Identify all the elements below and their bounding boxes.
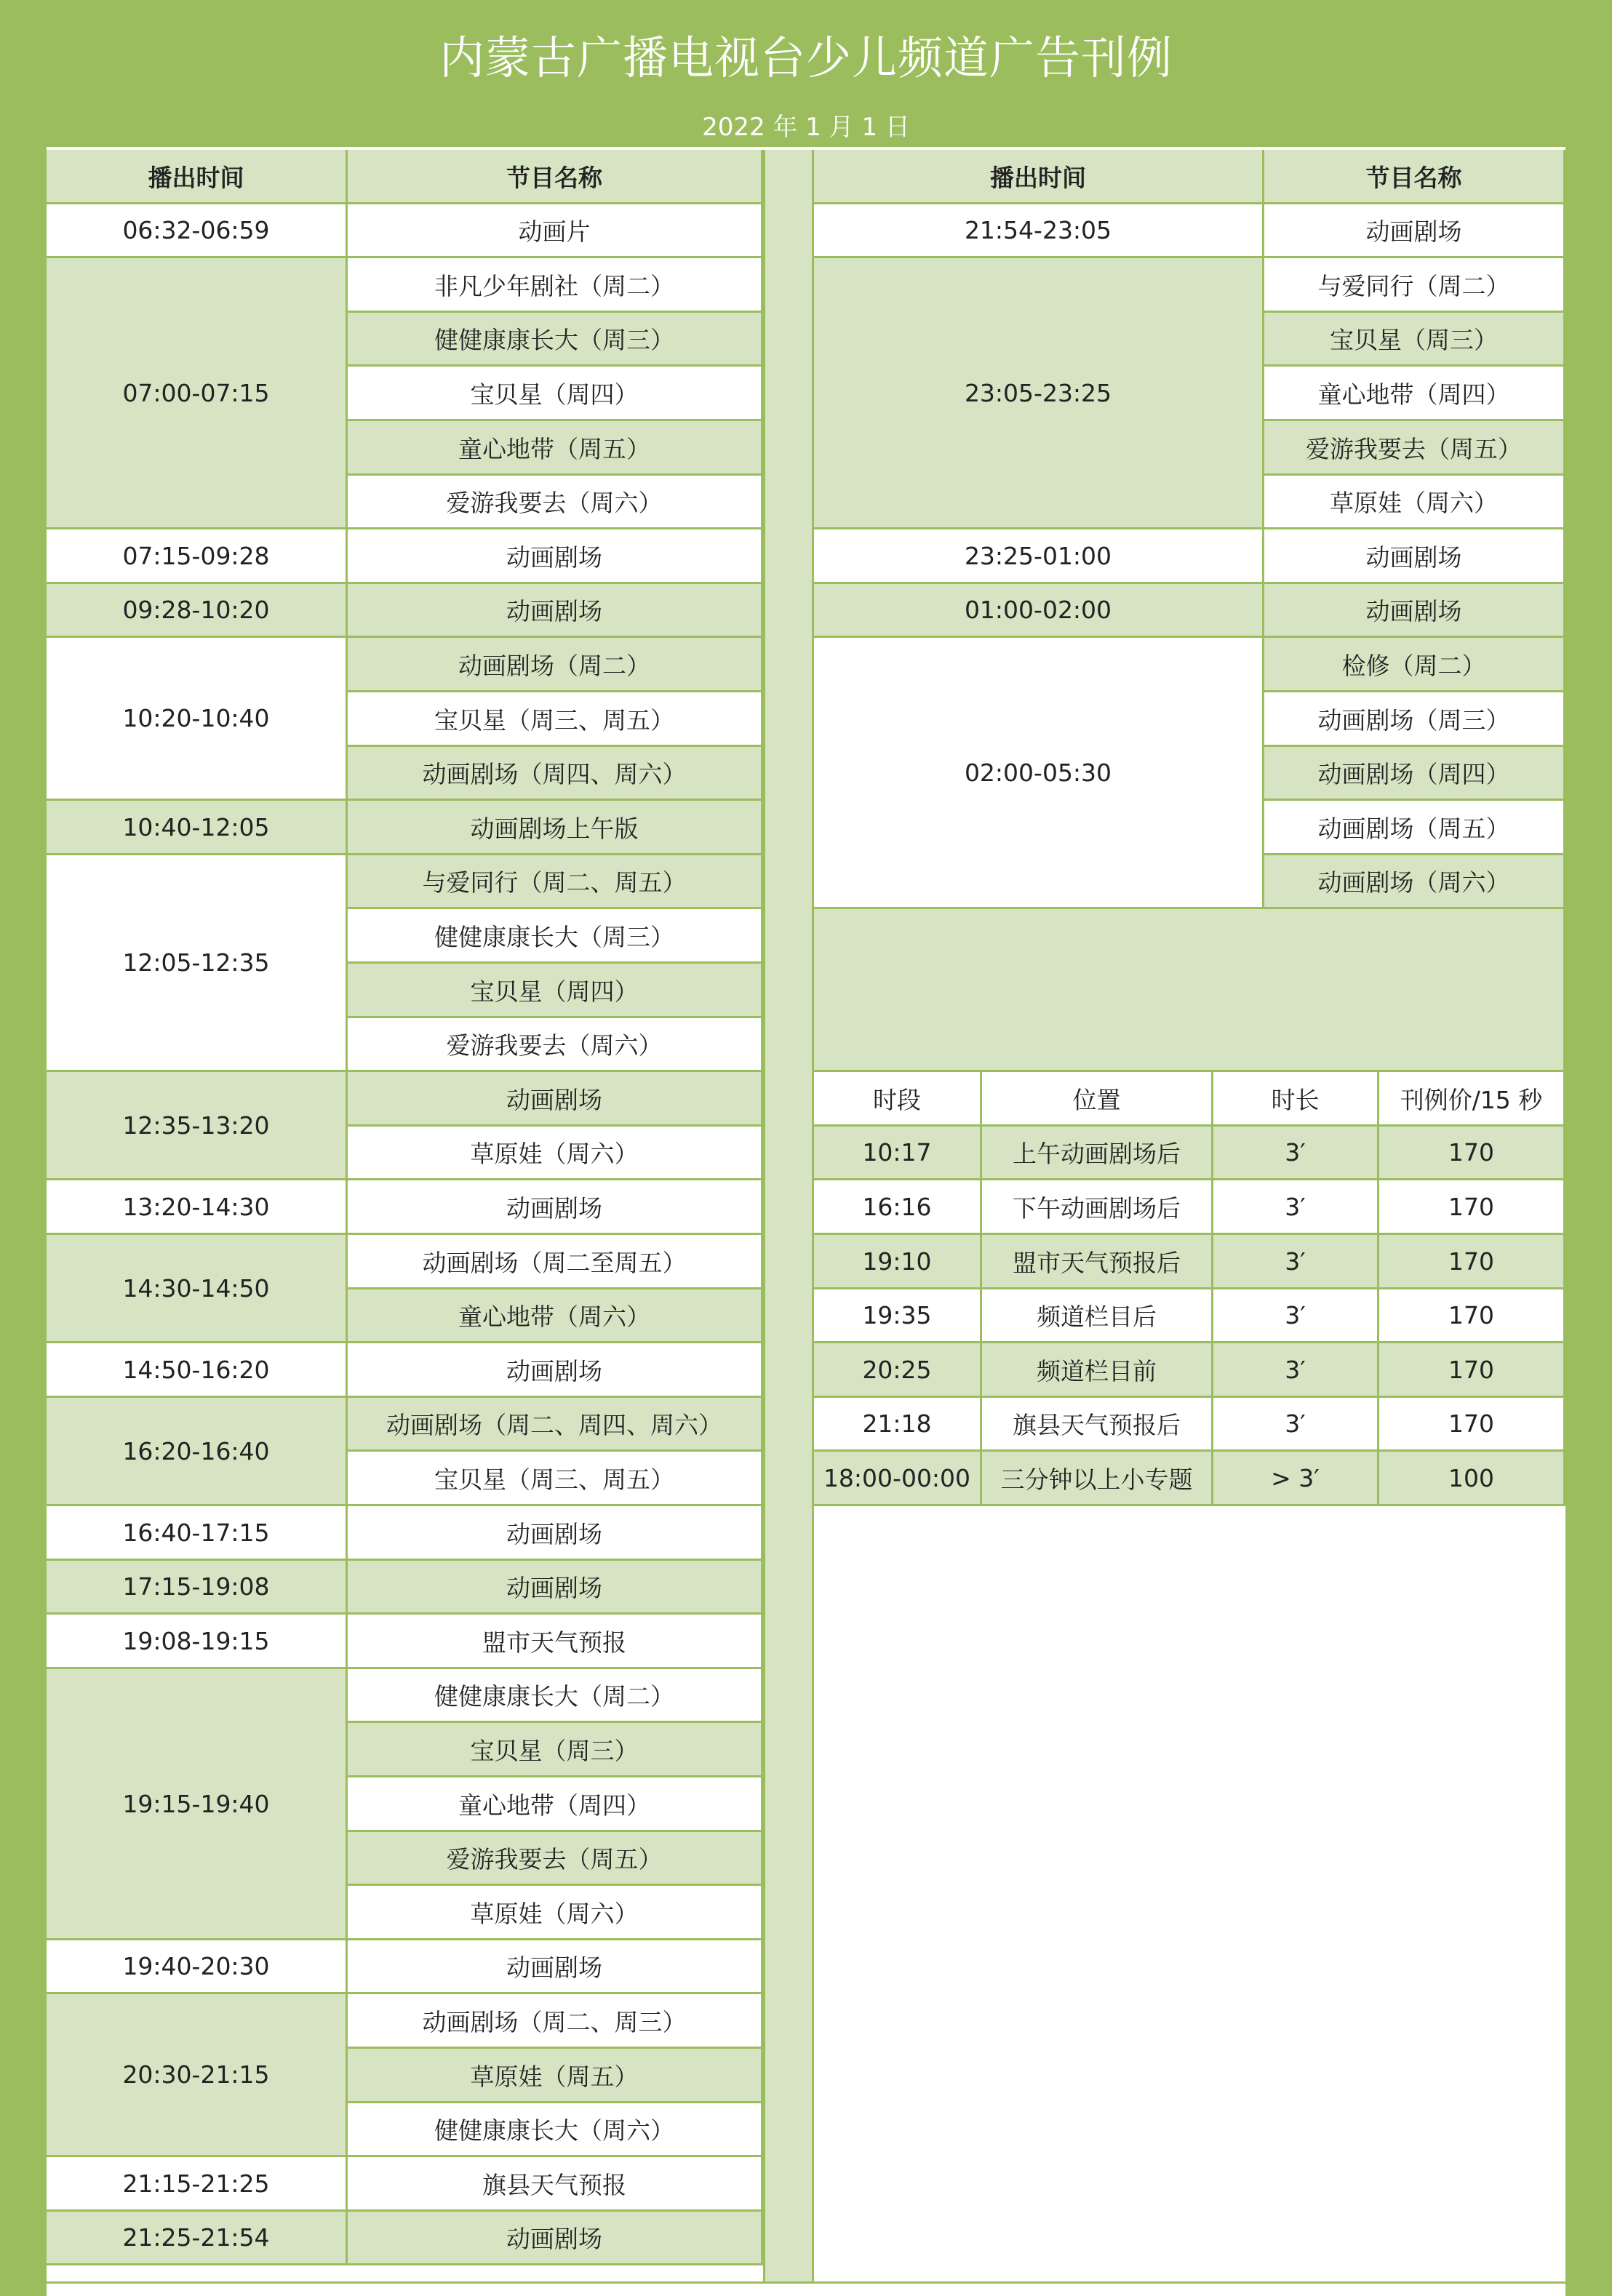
header-program: 节目名称 xyxy=(1264,150,1565,204)
schedule-program-cell: 健健康康长大（周六） xyxy=(348,2103,763,2157)
schedule-time-cell: 19:40-20:30 xyxy=(47,1940,348,1994)
price-cell: 21:18 xyxy=(814,1398,982,1452)
schedule-time-cell: 02:00-05:30 xyxy=(814,638,1264,909)
page-date: 2022 年 1 月 1 日 xyxy=(702,113,910,142)
schedule-program-cell: 草原娃（周六） xyxy=(348,1886,763,1940)
price-cell: 170 xyxy=(1379,1343,1565,1398)
price-cell: 3′ xyxy=(1213,1398,1379,1452)
price-header-position: 位置 xyxy=(982,1072,1213,1127)
schedule-time-cell: 12:35-13:20 xyxy=(47,1072,348,1180)
schedule-program-cell: 童心地带（周四） xyxy=(1264,367,1565,421)
price-cell: 频道栏目后 xyxy=(982,1289,1213,1343)
schedule-program-cell: 爱游我要去（周六） xyxy=(348,476,763,529)
schedule-program-cell: 动画剧场上午版 xyxy=(348,801,763,855)
schedule-program-cell: 宝贝星（周三、周五） xyxy=(348,692,763,747)
price-cell: 3′ xyxy=(1213,1343,1379,1398)
price-cell: 170 xyxy=(1379,1289,1565,1343)
schedule-program-cell: 健健康康长大（周三） xyxy=(348,909,763,964)
price-cell: 3′ xyxy=(1213,1289,1379,1343)
filler-band xyxy=(814,909,1565,1072)
schedule-program-cell: 动画剧场（周四） xyxy=(1264,747,1565,801)
schedule-time-cell: 09:28-10:20 xyxy=(47,584,348,638)
schedule-program-cell: 动画剧场（周二、周三） xyxy=(348,1994,763,2049)
schedule-program-cell: 草原娃（周六） xyxy=(348,1127,763,1180)
schedule-time-cell: 13:20-14:30 xyxy=(47,1180,348,1235)
schedule-program-cell: 动画剧场 xyxy=(1264,204,1565,258)
schedule-program-cell: 动画剧场（周六） xyxy=(1264,855,1565,909)
schedule-program-cell: 检修（周二） xyxy=(1264,638,1565,692)
schedule-program-cell: 动画剧场 xyxy=(348,1940,763,1994)
header-program: 节目名称 xyxy=(348,150,763,204)
price-cell: 10:17 xyxy=(814,1127,982,1180)
header-time: 播出时间 xyxy=(47,150,348,204)
schedule-program-cell: 爱游我要去（周五） xyxy=(348,1832,763,1886)
price-cell: 170 xyxy=(1379,1180,1565,1235)
price-cell: 170 xyxy=(1379,1235,1565,1289)
schedule-time-cell: 14:30-14:50 xyxy=(47,1235,348,1343)
schedule-time-cell: 17:15-19:08 xyxy=(47,1561,348,1615)
schedule-program-cell: 动画剧场 xyxy=(1264,584,1565,638)
schedule-program-cell: 动画剧场 xyxy=(348,1506,763,1561)
schedule-time-cell: 16:40-17:15 xyxy=(47,1506,348,1561)
price-cell: 19:35 xyxy=(814,1289,982,1343)
schedule-program-cell: 宝贝星（周三） xyxy=(1264,313,1565,367)
schedule-program-cell: 与爱同行（周二、周五） xyxy=(348,855,763,909)
schedule-time-cell: 19:08-19:15 xyxy=(47,1615,348,1669)
schedule-program-cell: 与爱同行（周二） xyxy=(1264,258,1565,313)
schedule-program-cell: 健健康康长大（周三） xyxy=(348,313,763,367)
schedule-program-cell: 动画剧场（周三） xyxy=(1264,692,1565,747)
schedule-program-cell: 旗县天气预报 xyxy=(348,2157,763,2212)
schedule-time-cell: 23:25-01:00 xyxy=(814,529,1264,584)
price-cell: 20:25 xyxy=(814,1343,982,1398)
schedule-time-cell: 23:05-23:25 xyxy=(814,258,1264,529)
schedule-program-cell: 动画剧场（周二、周四、周六） xyxy=(348,1398,763,1452)
schedule-time-cell: 07:00-07:15 xyxy=(47,258,348,529)
schedule-program-cell: 草原娃（周五） xyxy=(348,2049,763,2103)
schedule-time-cell: 21:15-21:25 xyxy=(47,2157,348,2212)
schedule-program-cell: 动画剧场 xyxy=(1264,529,1565,584)
schedule-program-cell: 健健康康长大（周二） xyxy=(348,1669,763,1723)
schedule-program-cell: 爱游我要去（周五） xyxy=(1264,421,1565,476)
schedule-program-cell: 动画剧场（周五） xyxy=(1264,801,1565,855)
price-cell: 16:16 xyxy=(814,1180,982,1235)
schedule-program-cell: 动画剧场（周二至周五） xyxy=(348,1235,763,1289)
schedule-program-cell: 动画剧场 xyxy=(348,1561,763,1615)
schedule-time-cell: 16:20-16:40 xyxy=(47,1398,348,1506)
schedule-time-cell: 06:32-06:59 xyxy=(47,204,348,258)
schedule-time-cell: 01:00-02:00 xyxy=(814,584,1264,638)
schedule-time-cell: 07:15-09:28 xyxy=(47,529,348,584)
price-cell: 三分钟以上小专题 xyxy=(982,1452,1213,1506)
bottom-rule xyxy=(47,2281,1565,2284)
schedule-program-cell: 盟市天气预报 xyxy=(348,1615,763,1669)
schedule-time-cell: 21:54-23:05 xyxy=(814,204,1264,258)
schedule-time-cell: 20:30-21:15 xyxy=(47,1994,348,2157)
schedule-program-cell: 爱游我要去（周六） xyxy=(348,1018,763,1072)
schedule-program-cell: 动画剧场 xyxy=(348,1343,763,1398)
schedule-program-cell: 宝贝星（周三、周五） xyxy=(348,1452,763,1506)
price-cell: 3′ xyxy=(1213,1235,1379,1289)
price-header-duration: 时长 xyxy=(1213,1072,1379,1127)
schedule-time-cell: 14:50-16:20 xyxy=(47,1343,348,1398)
price-cell: 上午动画剧场后 xyxy=(982,1127,1213,1180)
schedule-program-cell: 动画剧场 xyxy=(348,1180,763,1235)
price-cell: 18:00-00:00 xyxy=(814,1452,982,1506)
header-time: 播出时间 xyxy=(814,150,1264,204)
schedule-program-cell: 宝贝星（周四） xyxy=(348,964,763,1018)
price-header-rate: 刊例价/15 秒 xyxy=(1379,1072,1565,1127)
schedule-program-cell: 动画剧场（周二） xyxy=(348,638,763,692)
price-cell: 盟市天气预报后 xyxy=(982,1235,1213,1289)
center-gutter xyxy=(763,150,814,2281)
schedule-program-cell: 童心地带（周五） xyxy=(348,421,763,476)
schedule-program-cell: 童心地带（周六） xyxy=(348,1289,763,1343)
schedule-program-cell: 动画剧场 xyxy=(348,529,763,584)
schedule-program-cell: 动画剧场 xyxy=(348,1072,763,1127)
price-cell: 100 xyxy=(1379,1452,1565,1506)
schedule-time-cell: 21:25-21:54 xyxy=(47,2212,348,2265)
schedule-program-cell: 动画剧场（周四、周六） xyxy=(348,747,763,801)
schedule-time-cell: 12:05-12:35 xyxy=(47,855,348,1072)
page-title: 内蒙古广播电视台少儿频道广告刊例 xyxy=(439,31,1173,84)
schedule-time-cell: 19:15-19:40 xyxy=(47,1669,348,1940)
schedule-program-cell: 动画剧场 xyxy=(348,584,763,638)
price-cell: 170 xyxy=(1379,1398,1565,1452)
schedule-program-cell: 非凡少年剧社（周二） xyxy=(348,258,763,313)
price-cell: 3′ xyxy=(1213,1127,1379,1180)
schedule-program-cell: 宝贝星（周三） xyxy=(348,1723,763,1777)
price-cell: 19:10 xyxy=(814,1235,982,1289)
price-cell: 下午动画剧场后 xyxy=(982,1180,1213,1235)
price-cell: 170 xyxy=(1379,1127,1565,1180)
schedule-program-cell: 童心地带（周四） xyxy=(348,1777,763,1832)
schedule-program-cell: 动画片 xyxy=(348,204,763,258)
price-header-slot: 时段 xyxy=(814,1072,982,1127)
schedule-program-cell: 宝贝星（周四） xyxy=(348,367,763,421)
price-cell: 频道栏目前 xyxy=(982,1343,1213,1398)
price-cell: 3′ xyxy=(1213,1180,1379,1235)
price-cell: 旗县天气预报后 xyxy=(982,1398,1213,1452)
schedule-time-cell: 10:40-12:05 xyxy=(47,801,348,855)
schedule-program-cell: 草原娃（周六） xyxy=(1264,476,1565,529)
price-cell: > 3′ xyxy=(1213,1452,1379,1506)
schedule-time-cell: 10:20-10:40 xyxy=(47,638,348,801)
schedule-program-cell: 动画剧场 xyxy=(348,2212,763,2265)
